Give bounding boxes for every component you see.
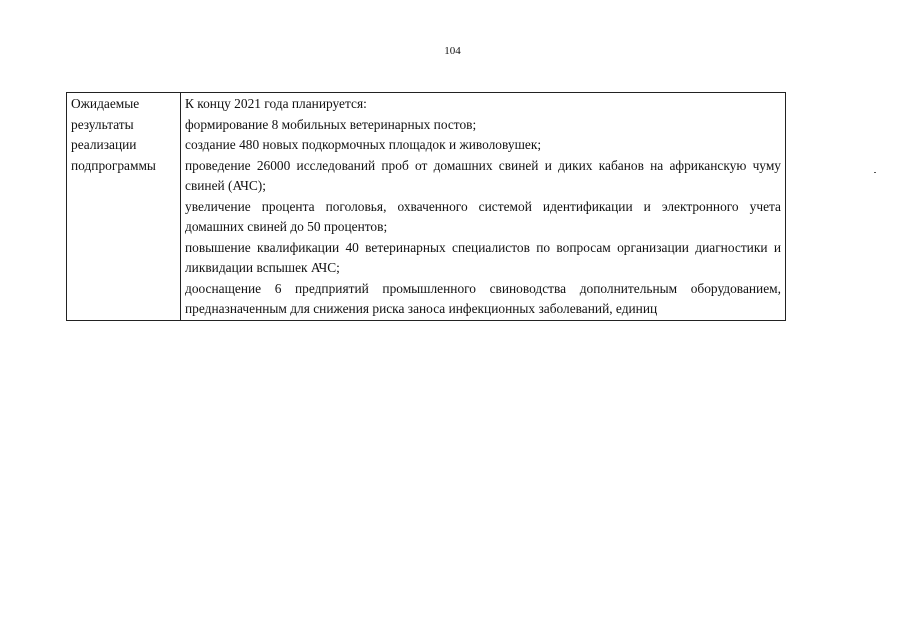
row-content-cell	[181, 93, 786, 321]
result-item: проведение 26000 исследований проб от домашних свиней и диких кабанов на африканскую чуму свиней (АЧС);	[185, 157, 781, 193]
result-item: создание 480 новых подкормочных площадок и живоловушек;	[185, 137, 542, 152]
results-intro: К концу 2021 года планируется:	[185, 96, 367, 111]
result-item: дооснащение 6 предприятий промышленного свиноводства дополнительным оборудованием, предназначенным для снижения риска заноса инфекционных заболеваний, единиц	[185, 280, 781, 316]
row-label-line: результаты	[71, 116, 134, 132]
page-number: 104	[444, 45, 461, 57]
result-item: повышение квалификации 40 ветеринарных специалистов по вопросам организации диагностики и ликвидации вспышек АЧС;	[185, 239, 781, 275]
expected-results-table	[66, 92, 786, 321]
row-label-line: подпрограммы	[71, 157, 156, 173]
row-label-line: Ожидаемые	[71, 96, 140, 111]
scan-speck	[874, 172, 876, 173]
table-row	[67, 93, 786, 321]
result-item: увеличение процента поголовья, охваченного системой идентификации и электронного учета домашних свиней до 50 процентов;	[185, 198, 781, 234]
result-item: формирование 8 мобильных ветеринарных постов;	[185, 116, 477, 132]
row-label-cell	[67, 93, 181, 321]
row-label-line: реализации	[71, 137, 137, 152]
